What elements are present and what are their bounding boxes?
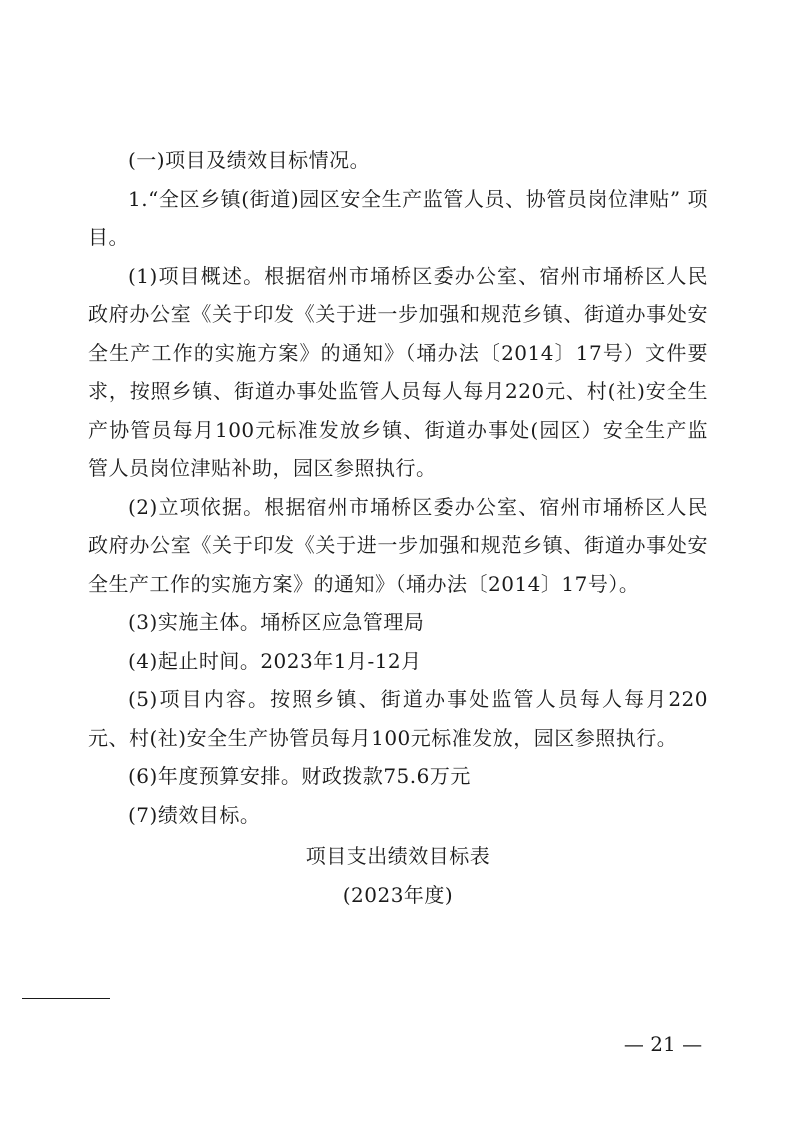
- paragraph-content: (5)项目内容。按照乡镇、街道办事处监管人员每人每月220元、村(社)安全生产协管员每月100元标准发放，园区参照执行。: [88, 687, 708, 750]
- item-title: 1.“全区乡镇(街道)园区安全生产监管人员、协管员岗位津贴” 项目。: [88, 186, 708, 249]
- paragraph-period: (4)起止时间。2023年1月-12月: [128, 648, 422, 673]
- document-body: [88, 141, 708, 914]
- paragraph-basis: (2)立项依据。根据宿州市埇桥区委办公室、宿州市埇桥区人民政府办公室《关于印发《关于进一步加强和规范乡镇、街道办事处安全生产工作的实施方案》的通知》（埇办法〔2014〕17号）。: [88, 494, 708, 596]
- paragraph-goals: (7)绩效目标。: [128, 802, 261, 827]
- paragraph-implementer: (3)实施主体。埇桥区应急管理局: [128, 610, 425, 634]
- footnote-divider: [22, 998, 110, 999]
- paragraph-budget: (6)年度预算安排。财政拨款75.6万元: [128, 764, 471, 788]
- table-title: 项目支出绩效目标表: [305, 844, 491, 868]
- paragraph-overview: (1)项目概述。根据宿州市埇桥区委办公室、宿州市埇桥区人民政府办公室《关于印发《关于进一步加强和规范乡镇、街道办事处安全生产工作的实施方案》的通知》（埇办法〔2014〕17号）文件要求，按照乡镇、街道办事处监管人员每人每月220元、村(社)安全生产协管员每月100元标准发放乡镇、街道办事处(园区）安全生产监管人员岗位津贴补助，园区参照执行。: [88, 263, 708, 480]
- page-number: — 21 —: [623, 1032, 703, 1056]
- table-subtitle: (2023年度): [342, 882, 454, 907]
- section-heading: (一)项目及绩效目标情况。: [128, 148, 371, 172]
